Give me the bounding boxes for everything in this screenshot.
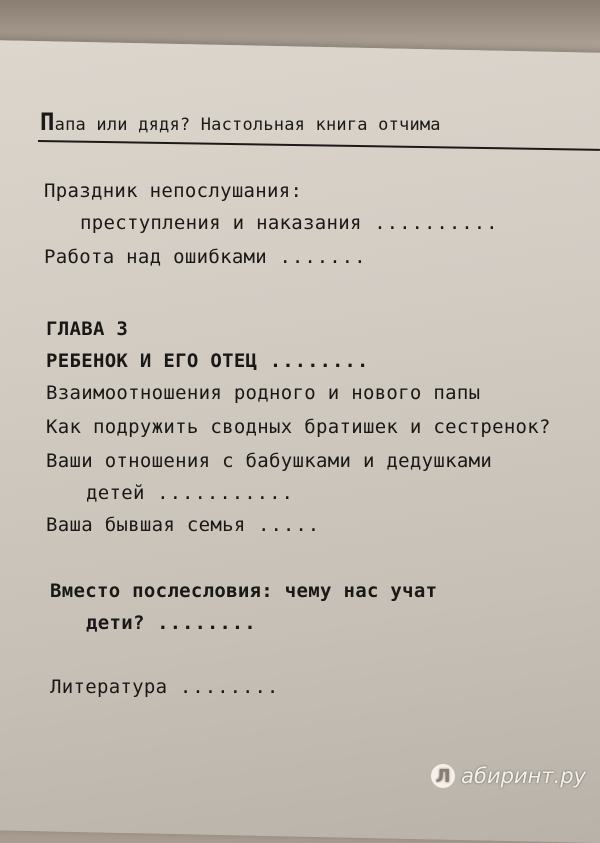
toc-leader-dots: ........... xyxy=(144,482,294,504)
toc-entry xyxy=(46,416,551,438)
toc-entry xyxy=(86,482,294,504)
toc-entry-text: детей xyxy=(86,482,145,504)
toc-entry-text: Вместо послесловия: чему нас учат xyxy=(50,580,438,602)
toc-leader-dots: ....... xyxy=(267,246,367,268)
toc-entry-text: Праздник непослушания: xyxy=(44,180,303,202)
toc-entry xyxy=(46,514,320,536)
toc-leader-dots: ..... xyxy=(245,514,321,536)
watermark xyxy=(431,764,586,788)
toc-entry xyxy=(86,612,257,634)
header-initial: П xyxy=(40,108,55,136)
toc-entry xyxy=(44,180,302,202)
running-header xyxy=(40,108,600,136)
chapter-label xyxy=(46,318,128,340)
labirint-logo-icon: Л xyxy=(431,764,455,788)
chapter-title xyxy=(46,350,369,372)
toc-entry xyxy=(46,450,492,472)
toc-leader-dots: .......... xyxy=(361,212,499,234)
toc-entry-text: Взаимоотношения родного и нового папы xyxy=(46,382,481,404)
toc-entry-text: РЕБЕНОК И ЕГО ОТЕЦ xyxy=(46,350,258,372)
toc-leader-dots: ........ xyxy=(167,676,280,698)
toc-entry-text: Ваши отношения с бабушками и дедушками xyxy=(46,450,493,472)
toc-entry xyxy=(46,382,480,404)
toc-entry-afterword xyxy=(50,580,437,602)
toc-entry-text: ГЛАВА 3 xyxy=(46,318,129,340)
toc-entry-text: Литература xyxy=(50,676,168,698)
toc-entry-text: Работа над ошибками xyxy=(44,246,268,268)
toc-entry xyxy=(44,246,367,268)
toc-leader-dots: ........ xyxy=(144,612,257,634)
toc-leader-dots: ........ xyxy=(257,350,370,372)
toc-entry-text: дети? xyxy=(86,612,145,634)
toc-entry-text: Ваша бывшая семья xyxy=(46,514,246,536)
header-title: апа или дядя? Настольная книга отчима xyxy=(54,115,441,135)
toc-entry-text: Как подружить сводных братишек и сестренок? xyxy=(46,416,551,438)
header-rule xyxy=(38,140,600,151)
toc-entry-literature xyxy=(50,676,279,698)
toc-entry xyxy=(80,212,499,234)
watermark-text: абиринт.ру xyxy=(461,764,586,788)
toc-entry-text: преступления и наказания xyxy=(80,212,362,234)
